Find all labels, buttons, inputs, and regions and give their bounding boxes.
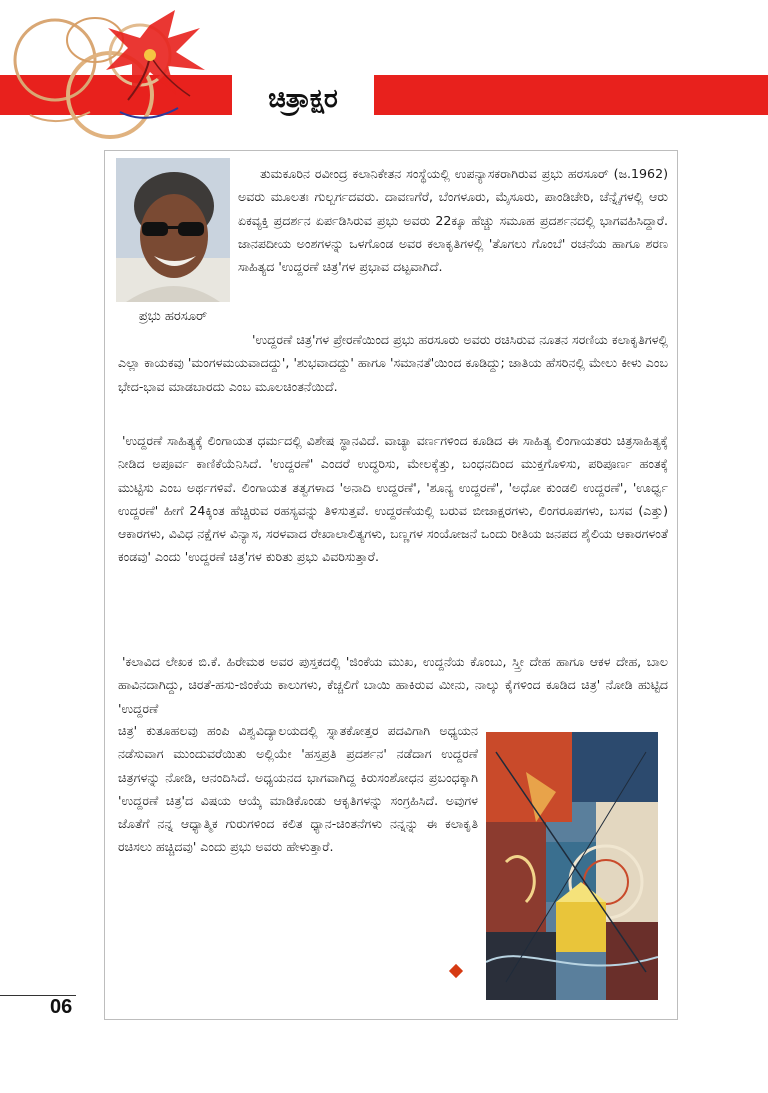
artist-photo [116,158,230,302]
flower-ornament [0,0,240,150]
paragraph-2: 'ಉದ್ದರಣೆ ಚಿತ್ರ'ಗಳ ಪ್ರೇರಣೆಯಿಂದ ಪ್ರಭು ಹರಸೂರು ಅವರು ರಚಿಸಿರುವ ನೂತನ ಸರಣಿಯ ಕಲಾಕೃತಿಗಳಲ್ಲಿ ಎಲ್ಲಾ ಕಾಯಕವು 'ಮಂಗಳಮಯವಾದದ್ದು', 'ಶುಭವಾದದ್ದು' ಹಾಗೂ 'ಸಮಾನತೆ'ಯಿಂದ ಕೂಡಿದ್ದು; ಜಾತಿಯ ಹೆಸರಿನಲ್ಲಿ ಮೇಲು ಕೀಳು ಎಂಬ ಭೇದ-ಭಾವ ಮಾಡಬಾರದು ಎಂಬ ಮೂಲಚಿಂತನೆಯಿದೆ. [118,332,668,394]
page-number: 06 [50,996,73,1018]
paragraph-4: 'ಕಲಾವಿದ ಲೇಖಕ ಬಿ.ಕೆ. ಹಿರೇಮಠ ಅವರ ಪುಸ್ತಕದಲ್ಲಿ 'ಜಿಂಕೆಯ ಮುಖ, ಉದ್ದನೆಯ ಕೊಂಬು, ಸ್ತ್ರೀ ದೇಹ ಹಾಗೂ ಆಕಳ ದೇಹ, ಬಾಲ ಹಾವಿನದಾಗಿದ್ದು, ಚಿರತೆ-ಹಸು-ಜಿಂಕೆಯ ಕಾಲುಗಳು, ಕೆಚ್ಚಲಿಗೆ ಬಾಯಿ ಹಾಕಿರುವ ಮೀನು, ನಾಲ್ಕು ಕೈಗಳಿಂದ ಕೂಡಿದ ಚಿತ್ರ' ನೋಡಿ ಹುಟ್ಟಿದ 'ಉದ್ದರಣೆ [118,654,668,716]
photo-caption: ಪ್ರಭು ಹರಸೂರ್ [138,309,208,324]
section-title: ಚಿತ್ರಾಕ್ಷರ [268,83,338,114]
portrait-image [116,158,230,302]
paragraph-3: 'ಉದ್ದರಣೆ ಸಾಹಿತ್ಯಕ್ಕೆ ಲಿಂಗಾಯತ ಧರ್ಮದಲ್ಲಿ ವಿಶೇಷ ಸ್ಥಾನವಿದೆ. ವಾಚ್ಯಾ ವರ್ಣಗಳಿಂದ ಕೂಡಿದ ಈ ಸಾಹಿತ್ಯ ಲಿಂಗಾಯತರು ಚಿತ್ರಸಾಹಿತ್ಯಕ್ಕೆ ನೀಡಿದ ಅಪೂರ್ವ ಕಾಣಿಕೆಯೆನಿಸಿದೆ. 'ಉದ್ದರಣೆ' ಎಂದರೆ ಉದ್ಧರಿಸು, ಮೇಲಕ್ಕೆತ್ತು, ಬಂಧನದಿಂದ ಮುಕ್ತಗೊಳಿಸು, ಪರಿಪೂರ್ಣ ಹಂತಕ್ಕೆ ಮುಟ್ಟಿಸು ಎಂಬ ಅರ್ಥಗಳಿವೆ. ಲಿಂಗಾಯತ ತತ್ವಗಳಾದ 'ಅನಾದಿ ಉದ್ದರಣೆ', 'ಶೂನ್ಯ ಉದ್ದರಣೆ', 'ಅಧೋ ಕುಂಡಲಿ ಉದ್ದರಣೆ', 'ಊರ್ಧ್ವ ಉದ್ದರಣೆ' ಹೀಗೆ 24ಕ್ಕಿಂತ ಹೆಚ್ಚಿರುವ ರಹಸ್ಯವನ್ನು ತಿಳಿಸುತ್ತವೆ. ಉದ್ದರಣೆಯಲ್ಲಿ ಬರುವ ಬೀಜಾಕ್ಷರಗಳು, ಲಿಂಗರೂಪಗಳು, ಬಸವ (ಎತ್ತು) ಆಕಾರಗಳು, ವಿವಿಧ ನಕ್ಷೆಗಳ ವಿನ್ಯಾಸ, ಸರಳವಾದ ರೇಖಾಲಾಲಿತ್ಯಗಳು, ಬಣ್ಣಗಳ ಸಂಯೋಜನೆ ಒಂದು ರೀತಿಯ ಜನಪದ ಶೈಲಿಯ ಆಕಾರಗಳಂತೆ ಕಂಡವು' ಎಂದು 'ಉದ್ದರಣೆ ಚಿತ್ರ'ಗಳ ಕುರಿತು ಪ್ರಭು ವಿವರಿಸುತ್ತಾರೆ. [118,433,668,565]
section-title-box [232,75,374,123]
artwork-graphic [486,732,658,1000]
paragraph-5: ಚಿತ್ರ' ಕುತೂಹಲವು ಹಂಪಿ ವಿಶ್ವವಿದ್ಯಾಲಯದಲ್ಲಿ ಸ್ನಾತಕೋತ್ತರ ಪದವಿಗಾಗಿ ಅಧ್ಯಯನ ನಡೆಸುವಾಗ ಮುಂದುವರೆಯಿತು ಅಲ್ಲಿಯೇ 'ಹಸ್ತಪ್ರತಿ ಪ್ರದರ್ಶನ' ನಡೆದಾಗ ಉದ್ದರಣೆ ಚಿತ್ರಗಳನ್ನು ನೋಡಿ, ಆನಂದಿಸಿದೆ. ಅಧ್ಯಯನದ ಭಾಗವಾಗಿದ್ದ ಕಿರುಸಂಶೋಧನ ಪ್ರಬಂಧಕ್ಕಾಗಿ 'ಉದ್ದರಣೆ ಚಿತ್ರ'ದ ವಿಷಯ ಆಯ್ಕೆ ಮಾಡಿಕೊಂಡು ಆಕೃತಿಗಳನ್ನು ಸಂಗ್ರಹಿಸಿದೆ. ಅವುಗಳ ಜೊತೆಗೆ ನನ್ನ ಆಧ್ಯಾತ್ಮಿಕ ಗುರುಗಳಿಂದ ಕಲಿತ ಧ್ಯಾನ-ಚಿಂತನೆಗಳು ನನ್ನನ್ನು ಈ ಕಲಾಕೃತಿ ರಚಿಸಲು ಹಚ್ಚಿದವು' ಎಂದು ಪ್ರಭು ಅವರು ಹೇಳುತ್ತಾರೆ. [118,723,478,855]
paragraph-1: ತುಮಕೂರಿನ ರವೀಂದ್ರ ಕಲಾನಿಕೇತನ ಸಂಸ್ಥೆಯಲ್ಲಿ ಉಪನ್ಯಾಸಕರಾಗಿರುವ ಪ್ರಭು ಹರಸೂರ್ (ಜ.1962) ಅವರು ಮೂಲತಃ ಗುಲ್ಬರ್ಗದವರು. ದಾವಣಗೆರೆ, ಬೆಂಗಳೂರು, ಮೈಸೂರು, ಪಾಂಡಿಚೇರಿ, ಚೆನ್ನೈಗಳಲ್ಲಿ ಆರು ಏಕವ್ಯಕ್ತಿ ಪ್ರದರ್ಶನ ಏರ್ಪಡಿಸಿರುವ ಪ್ರಭು ಅವರು 22ಕ್ಕೂ ಹೆಚ್ಚು ಸಮೂಹ ಪ್ರದರ್ಶನದಲ್ಲಿ ಭಾಗವಹಿಸಿದ್ದಾರೆ. ಜಾನಪದೀಯ ಅಂಶಗಳನ್ನು ಒಳಗೊಂಡ ಅವರ ಕಲಾಕೃತಿಗಳಲ್ಲಿ 'ತೊಗಲು ಗೊಂಬೆ' ರಚನೆಯ ಹಾಗೂ ಶರಣ ಸಾಹಿತ್ಯದ 'ಉದ್ದರಣೆ ಚಿತ್ರ'ಗಳ ಪ್ರಭಾವ ದಟ್ಟವಾಗಿದೆ. [238,166,668,275]
artwork-image [486,732,658,1000]
